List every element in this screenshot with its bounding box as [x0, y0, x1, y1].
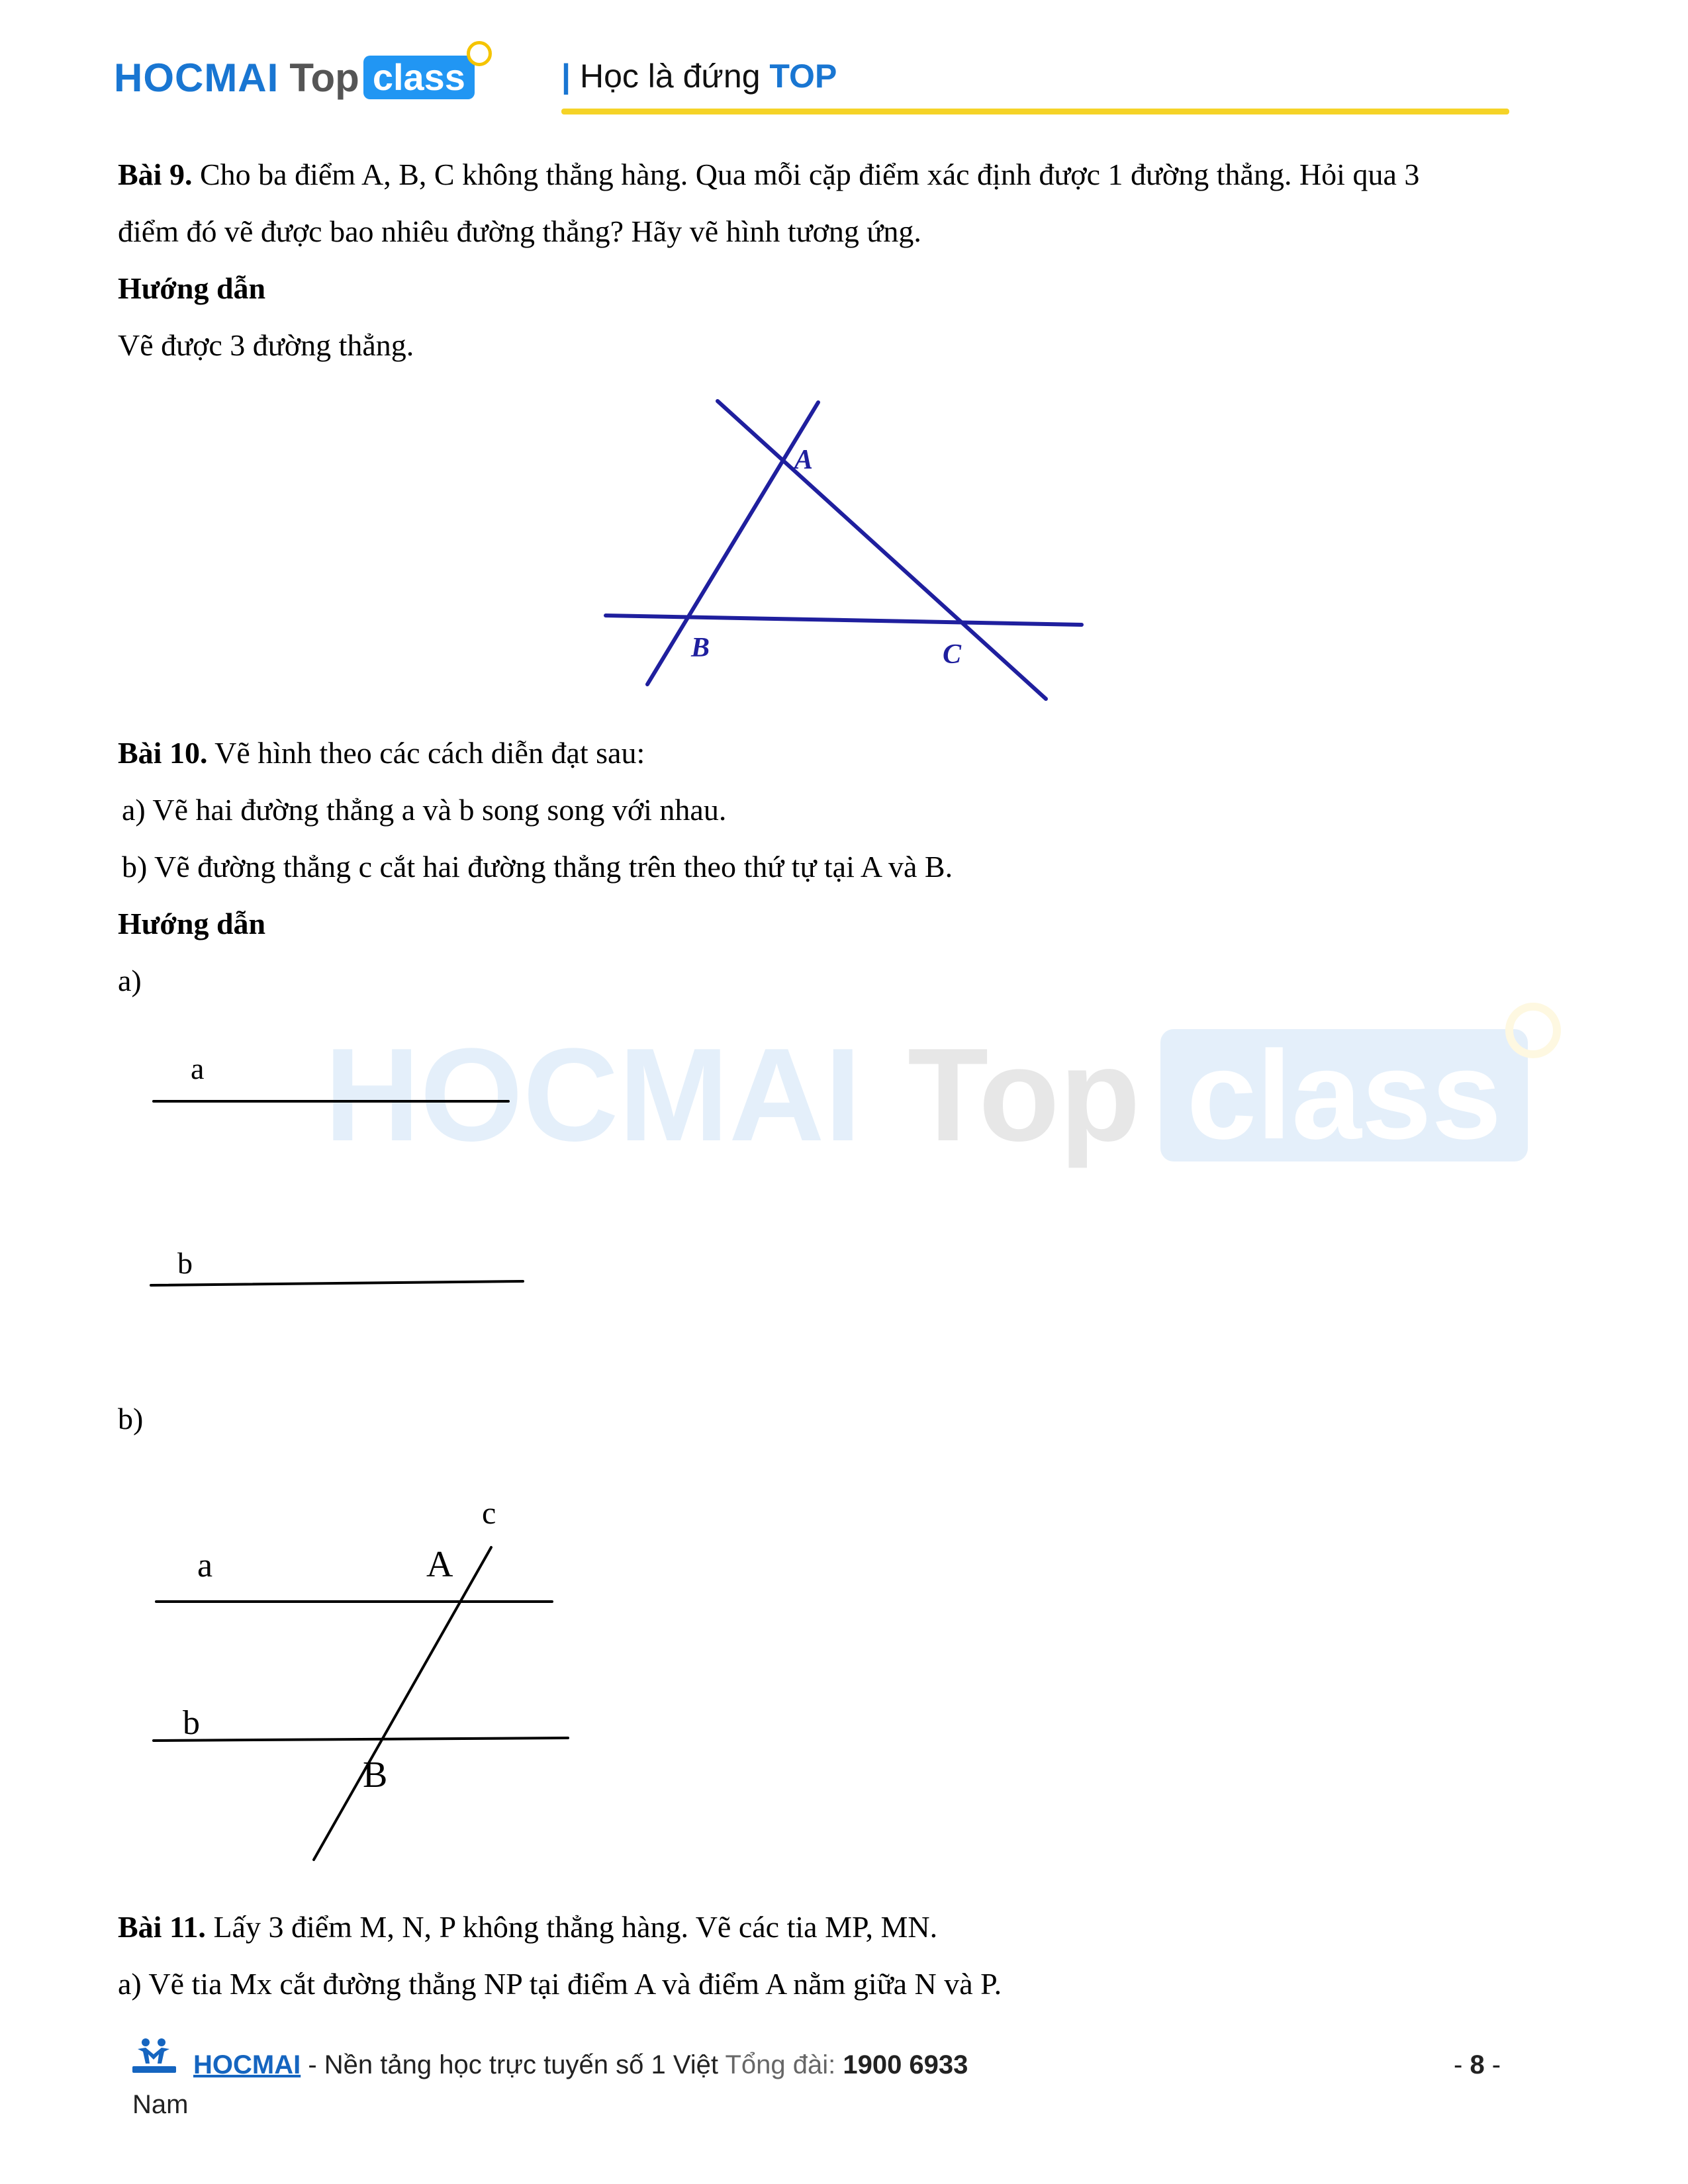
bai9-label: Bài 9. [118, 158, 193, 191]
slogan-text: Học là đứng [580, 58, 761, 95]
bai9-point-c: C [943, 639, 962, 670]
bai10-part-a-label: a) [118, 964, 142, 997]
page-number [1454, 2050, 1501, 2080]
fig-b-point-a: A [426, 1544, 453, 1585]
logo-top-text: Top [289, 55, 359, 100]
bai9-point-a: A [794, 445, 814, 475]
slogan-bar: | [561, 58, 571, 95]
fig-b-label-b: b [183, 1704, 200, 1742]
fig-b-label-c: c [482, 1496, 496, 1531]
footer-text [132, 2050, 968, 2080]
bai11-question [118, 1909, 937, 1946]
footer-tagline-wrap: Nam [132, 2090, 189, 2119]
fig-b-label-a: a [197, 1547, 213, 1584]
page-dash-right: - [1484, 2050, 1501, 2079]
bai10-guide-heading: Hướng dẫn [118, 907, 266, 940]
logo-hocmai-text: HOCMAI [114, 55, 279, 100]
bai11-text: Lấy 3 điểm M, N, P không thẳng hàng. Vẽ các tia MP, MN. [205, 1910, 938, 1944]
footer-hotline-label: Tổng đài: [718, 2050, 843, 2079]
bai9-guide-heading: Hướng dẫn [118, 271, 266, 305]
bai11-item-a: a) Vẽ tia Mx cắt đường thẳng NP tại điểm A và điểm A nằm giữa N và P. [118, 1967, 1002, 2001]
bai11-label: Bài 11. [118, 1910, 206, 1944]
bai9-text-1: Cho ba điểm A, B, C không thẳng hàng. Qua mỗi cặp điểm xác định được 1 đường thẳng. Hỏi qua 3 [192, 158, 1420, 191]
fig-a-label-a: a [191, 1052, 205, 1085]
line-c [314, 1547, 491, 1860]
bai10-part-b-label: b) [118, 1402, 144, 1435]
fig-a-label-b: b [177, 1246, 193, 1280]
page-number-value: 8 [1470, 2050, 1485, 2079]
bai10-item-a: a) Vẽ hai đường thẳng a và b song song với nhau. [122, 793, 727, 827]
page-dash-left: - [1454, 2050, 1470, 2079]
line-b [154, 1738, 568, 1741]
watermark-top: Top [908, 1021, 1141, 1169]
slogan-top: TOP [769, 58, 837, 95]
bai10-text: Vẽ hình theo các cách diễn đạt sau: [207, 736, 645, 770]
bai9-point-b: B [691, 633, 710, 663]
watermark-hocmai: HOCMAI [324, 1021, 862, 1169]
watermark-class-text: class [1186, 1025, 1502, 1165]
bai9-answer: Vẽ được 3 đường thẳng. [118, 328, 414, 362]
footer-brand-link[interactable]: HOCMAI [193, 2050, 301, 2079]
bai10-label: Bài 10. [118, 736, 208, 770]
bai9-question-line2: điểm đó vẽ được bao nhiêu đường thẳng? Hãy vẽ hình tương ứng. [118, 214, 921, 248]
footer-hotline: 1900 6933 [843, 2050, 968, 2079]
logo-class-text: class [372, 56, 465, 98]
bai10-item-b: b) Vẽ đường thẳng c cắt hai đường thẳng trên theo thứ tự tại A và B. [122, 850, 953, 884]
fig-b-point-b: B [363, 1754, 388, 1796]
footer-tagline: - Nền tảng học trực tuyến số 1 Việt [301, 2050, 719, 2079]
